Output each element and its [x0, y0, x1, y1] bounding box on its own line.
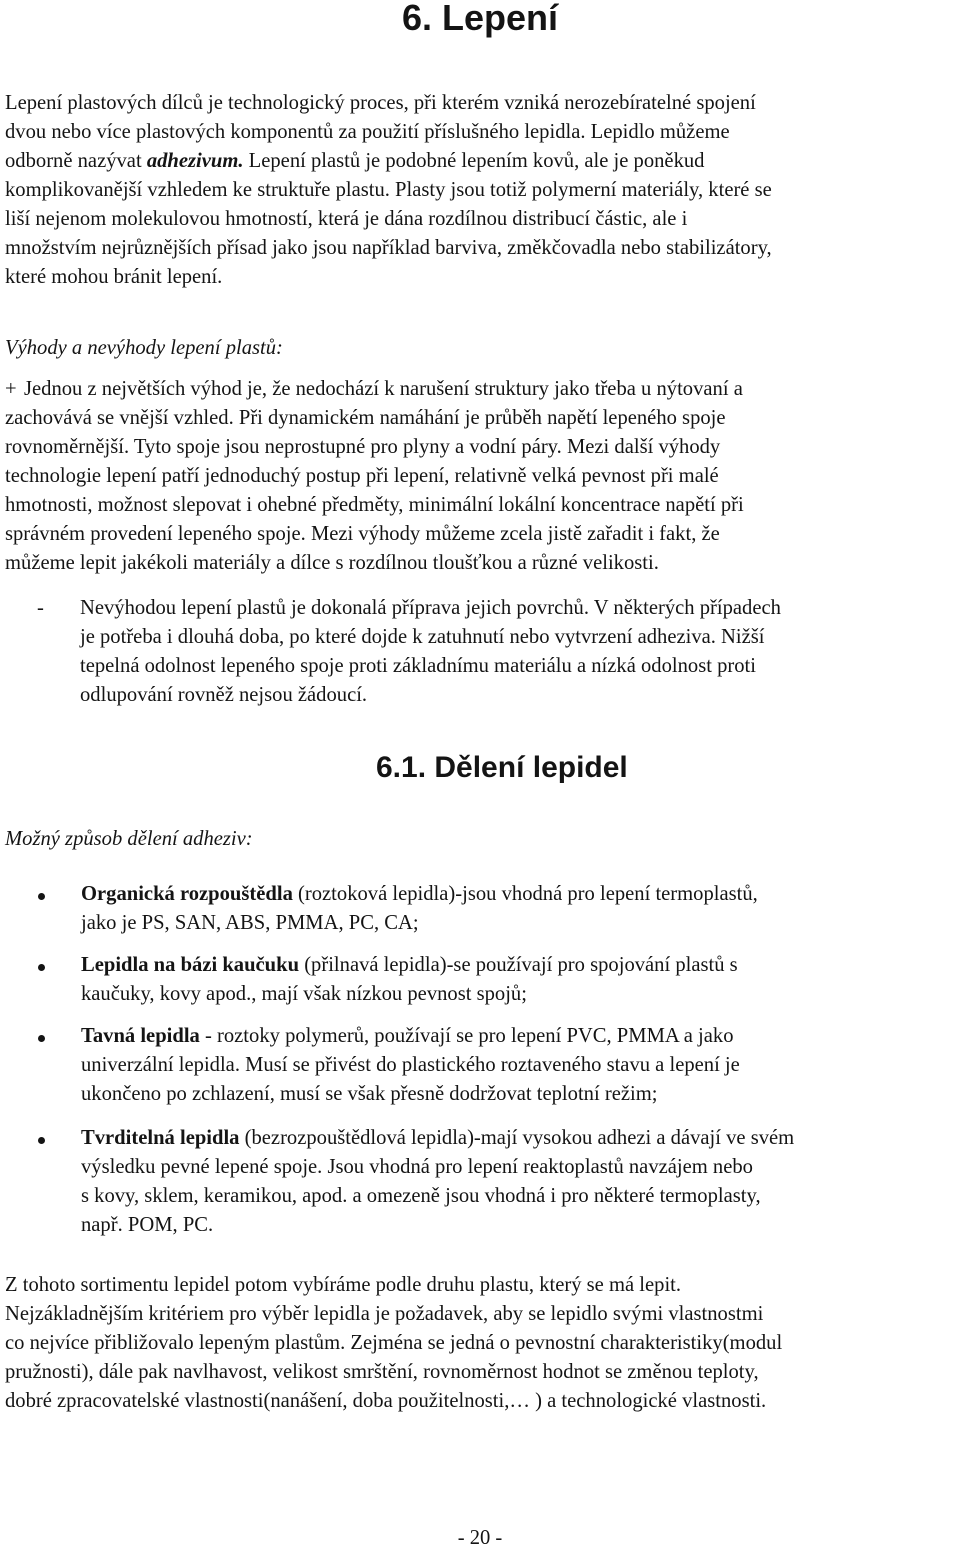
type-text: s kovy, sklem, keramikou, apod. a omezeně jsou vhodná i pro některé termoplasty, [81, 1185, 761, 1207]
closing-line: pružnosti), dále pak navlhavost, velikost smrštění, rovnoměrnost hodnot se změnou teploty, [5, 1361, 759, 1383]
pros-line: technologie lepení patří jednoduchý postup při lepení, relativně velká pevnost při malé [5, 465, 719, 487]
pros-line: zachovává se vnější vzhled. Při dynamickém namáhání je průběh napětí lepeného spoje [5, 407, 726, 429]
pros-line: Jednou z největších výhod je, že nedochází k narušení struktury jako třeba u nýtovaní a [24, 378, 743, 400]
type-text: kaučuky, kovy apod., mají však nízkou pevnost spojů; [81, 983, 527, 1005]
intro-line: které mohou bránit lepení. [5, 266, 223, 288]
intro-line [5, 147, 960, 176]
pros-text [5, 375, 959, 578]
section-subtitle: 6.1. Dělení lepidel [376, 751, 628, 784]
type-text: (bezrozpouštědlová lepidla)-mají vysokou adhezi a dávají ve svém [239, 1127, 795, 1149]
intro-text: Lepení plastů je podobné lepením kovů, ale je poněkud [243, 150, 705, 172]
bullet-icon [38, 893, 45, 900]
pros-line: rovnoměrnější. Tyto spoje jsou neprostupné pro plyny a vodní páry. Mezi další výhody [5, 436, 721, 458]
division-label: Možný způsob dělení adheziv: [5, 828, 253, 850]
pros-line: správném provedení lepeného spoje. Mezi výhody můžeme zcela jistě zařadit i fakt, že [5, 523, 720, 545]
type-name: Organická rozpouštědla [81, 883, 293, 905]
type-text: výsledku pevné lepené spoje. Jsou vhodná pro lepení reaktoplastů navzájem nebo [81, 1156, 753, 1178]
type-text: univerzální lepidla. Musí se přivést do plastického roztaveného stavu a lepení je [81, 1054, 740, 1076]
intro-line: komplikovanější vzhledem ke struktuře plastu. Plasty jsou totiž polymerní materiály, které se [5, 179, 772, 201]
page-number: - 20 - [457, 1527, 503, 1549]
closing-paragraph [5, 1271, 960, 1416]
type-text: (roztoková lepidla)-jsou vhodná pro lepení termoplastů, [292, 883, 758, 905]
type-name: Lepidla na bázi kaučuku [81, 954, 300, 976]
type-name: Tavná lepidla [81, 1025, 200, 1047]
page-title: 6. Lepení [401, 0, 559, 38]
bullet-icon [38, 1137, 45, 1144]
intro-line: množstvím nejrůznějších přísad jako jsou například barviva, změkčovadla nebo stabilizátory, [5, 237, 772, 259]
cons-line: tepelná odolnost lepeného spoje proti základnímu materiálu a nízká odolnost proti [80, 655, 756, 677]
closing-line: Nejzákladnějším kritériem pro výběr lepidla je požadavek, aby se lepidlo svými vlastnostmi [5, 1303, 764, 1325]
bullet-icon [38, 1035, 45, 1042]
pros-cons-heading: Výhody a nevýhody lepení plastů: [5, 337, 283, 359]
closing-line: dobré zpracovatelské vlastnosti(nanášení, doba použitelnosti,… ) a technologické vlastnosti. [5, 1390, 767, 1412]
intro-line: liší nejenom molekulovou hmotností, která je dána rozdílnou distribucí částic, ale i [5, 208, 688, 230]
pros-line: hmotnosti, možnost slepovat i ohebné předměty, minimální lokální koncentrace napětí při [5, 494, 744, 516]
intro-line: Lepení plastových dílců je technologický proces, při kterém vzniká nerozebíratelné spojení [5, 92, 756, 114]
type-name: Tvrditelná lepidla [81, 1127, 240, 1149]
minus-marker: - [37, 597, 44, 619]
type-text: - roztoky polymerů, používají se pro lepení PVC, PMMA a jako [199, 1025, 734, 1047]
cons-line: Nevýhodou lepení plastů je dokonalá příprava jejich povrchů. V některých případech [80, 597, 781, 619]
intro-line: dvou nebo více plastových komponentů za použití příslušného lepidla. Lepidlo můžeme [5, 121, 730, 143]
cons-text [80, 594, 960, 710]
type-text: jako je PS, SAN, ABS, PMMA, PC, CA; [81, 912, 419, 934]
plus-marker: + [5, 378, 17, 400]
term-adhezivum: adhezivum. [146, 150, 244, 172]
cons-line: odlupování rovněž nejsou žádoucí. [80, 684, 368, 706]
cons-line: je potřeba i dlouhá doba, po které dojde k zatuhnutí nebo vytvrzení adheziva. Nižší [80, 626, 765, 648]
intro-paragraph [5, 89, 960, 292]
type-text: ukončeno po zchlazení, musí se však přesně dodržovat teplotní režim; [81, 1083, 658, 1105]
type-text: např. POM, PC. [81, 1214, 214, 1236]
bullet-icon [38, 964, 45, 971]
intro-text: odborně nazývat [5, 150, 147, 172]
type-text: (přilnavá lepidla)-se používají pro spojování plastů s [299, 954, 738, 976]
closing-line: Z tohoto sortimentu lepidel potom vybíráme podle druhu plastu, který se má lepit. [5, 1274, 682, 1296]
closing-line: co nejvíce přibližovalo lepeným plastům. Zejména se jedná o pevnostní charakteristiky(modul [5, 1332, 783, 1354]
pros-line: můžeme lepit jakékoli materiály a dílce s rozdílnou tloušťkou a různé velikosti. [5, 552, 659, 574]
